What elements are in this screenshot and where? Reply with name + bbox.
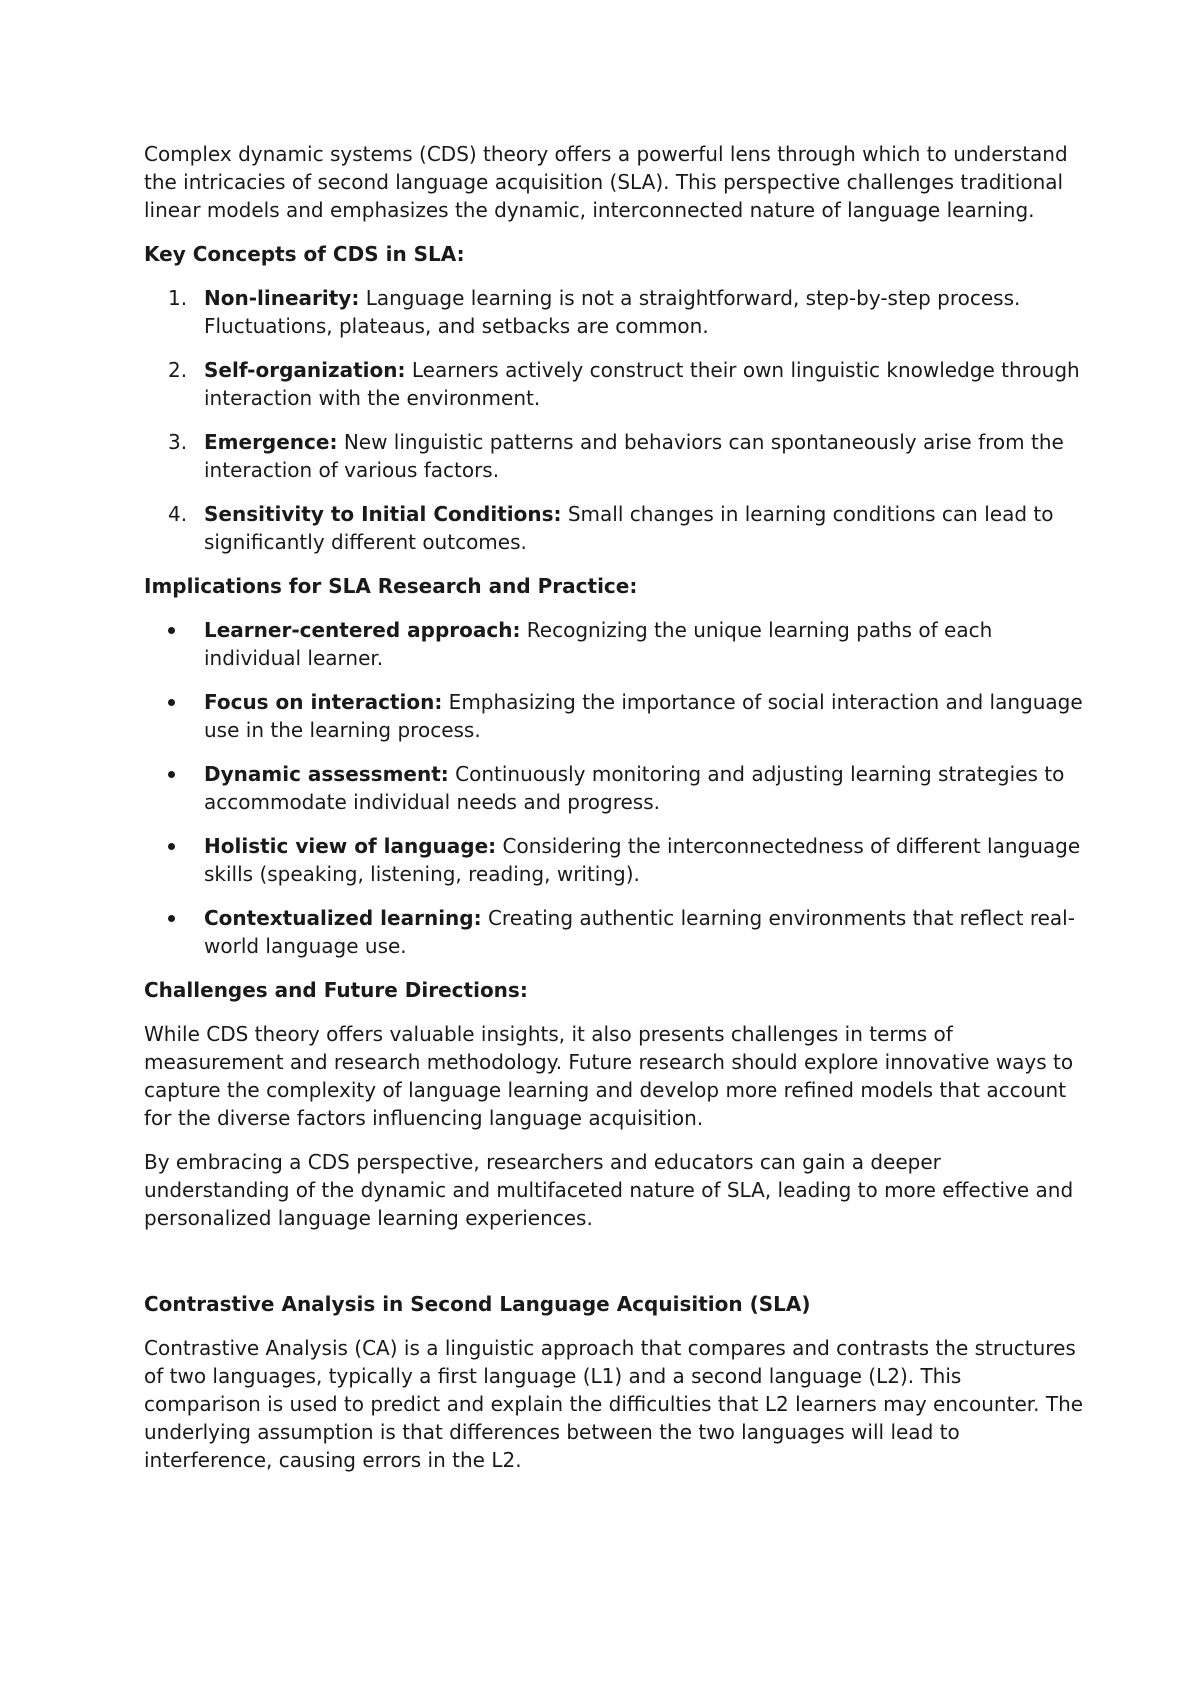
implication-term: Contextualized learning: — [204, 906, 482, 930]
implication-text: Considering the interconnectedness of different language skills (speaking, listening, reading, writing). — [204, 834, 1081, 886]
key-concepts-list — [144, 284, 1084, 556]
document-page — [144, 140, 1084, 1490]
implication-text: Continuously monitoring and adjusting learning strategies to accommodate individual needs and progress. — [204, 762, 1065, 814]
implication-term: Dynamic assessment: — [204, 762, 449, 786]
implications-list — [144, 616, 1084, 960]
bullet-icon — [168, 771, 175, 778]
concept-text: Language learning is not a straightforward, step-by-step process. Fluctuations, plateaus, and setbacks are common. — [204, 286, 1021, 338]
concept-text: New linguistic patterns and behaviors can spontaneously arise from the interaction of various factors. — [204, 430, 1064, 482]
list-item — [144, 284, 1084, 340]
list-number: 3. — [168, 430, 188, 454]
list-item — [144, 904, 1084, 960]
bullet-icon — [168, 843, 175, 850]
list-item — [144, 500, 1084, 556]
list-item — [144, 428, 1084, 484]
list-number: 1. — [168, 286, 188, 310]
list-item — [144, 688, 1084, 744]
implications-heading: Implications for SLA Research and Practice: — [144, 574, 638, 598]
challenges-heading: Challenges and Future Directions: — [144, 978, 528, 1002]
concept-text: Small changes in learning conditions can lead to significantly different outcomes. — [204, 502, 1054, 554]
contrastive-paragraph: Contrastive Analysis (CA) is a linguistic approach that compares and contrasts the structures of two languages, typically a first language (L1) and a second language (L2). This comparison is used to predict and explain the difficulties that L2 learners may encounter. The underlying assumption is that differences between the two languages will lead to interference, causing errors in the L2. — [144, 1336, 1084, 1472]
challenges-paragraph: While CDS theory offers valuable insights, it also presents challenges in terms of measurement and research methodology. Future research should explore innovative ways to capture the complexity of language learning and develop more refined models that account for the diverse factors influencing language acquisition. — [144, 1022, 1074, 1130]
implication-text: Creating authentic learning environments that reflect real-world language use. — [204, 906, 1075, 958]
concept-text: Learners actively construct their own linguistic knowledge through interaction with the environment. — [204, 358, 1080, 410]
bullet-icon — [168, 699, 175, 706]
implication-text: Emphasizing the importance of social interaction and language use in the learning process. — [204, 690, 1083, 742]
contrastive-heading: Contrastive Analysis in Second Language Acquisition (SLA) — [144, 1292, 811, 1316]
implication-text: Recognizing the unique learning paths of each individual learner. — [204, 618, 993, 670]
list-number: 2. — [168, 358, 188, 382]
bullet-icon — [168, 915, 175, 922]
section-spacer — [144, 1248, 1084, 1290]
list-item — [144, 356, 1084, 412]
concept-term: Non-linearity: — [204, 286, 360, 310]
key-concepts-heading: Key Concepts of CDS in SLA: — [144, 242, 465, 266]
list-item — [144, 760, 1084, 816]
concept-term: Sensitivity to Initial Conditions: — [204, 502, 562, 526]
concept-term: Self-organization: — [204, 358, 406, 382]
implication-term: Holistic view of language: — [204, 834, 497, 858]
list-number: 4. — [168, 502, 188, 526]
concept-term: Emergence: — [204, 430, 338, 454]
implication-term: Focus on interaction: — [204, 690, 443, 714]
list-item — [144, 616, 1084, 672]
implication-term: Learner-centered approach: — [204, 618, 521, 642]
intro-paragraph: Complex dynamic systems (CDS) theory offers a powerful lens through which to understand the intricacies of second language acquisition (SLA). This perspective challenges traditional linear models and emphasizes the dynamic, interconnected nature of language learning. — [144, 142, 1068, 222]
bullet-icon — [168, 627, 175, 634]
conclusion-paragraph: By embracing a CDS perspective, researchers and educators can gain a deeper understanding of the dynamic and multifaceted nature of SLA, leading to more effective and personalized language learning experiences. — [144, 1150, 1074, 1230]
list-item — [144, 832, 1084, 888]
